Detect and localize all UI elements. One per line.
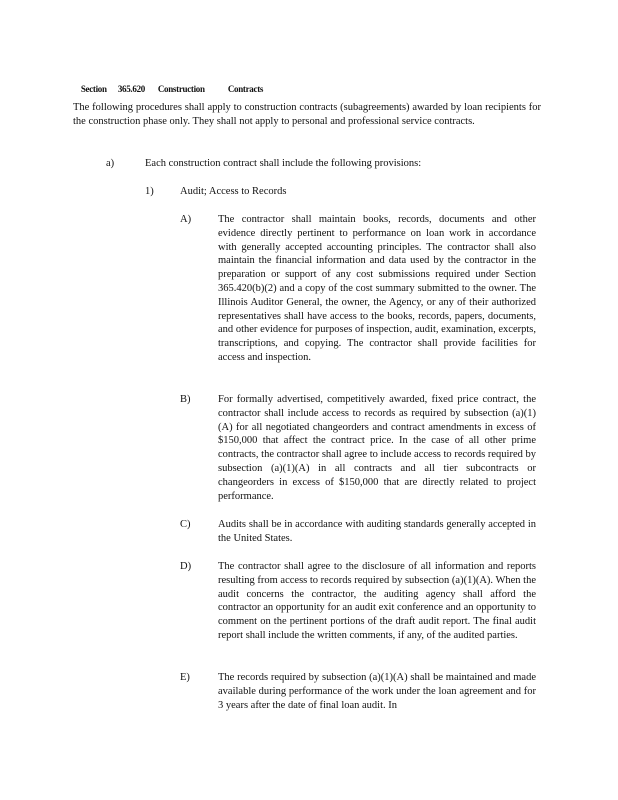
subitem-c-marker: C) bbox=[180, 519, 191, 530]
subitem-d-marker: D) bbox=[180, 561, 192, 572]
subitem-e-marker: E) bbox=[180, 672, 190, 683]
subitem-c-text: Audits shall be in accordance with auditing standards generally accepted in the United States. bbox=[218, 519, 536, 544]
item-1-text: Audit; Access to Records bbox=[180, 186, 287, 197]
item-1-marker: 1) bbox=[145, 186, 154, 197]
subitem-d-text: The contractor shall agree to the disclosure of all information and reports resulting from access to records required by subsection (a)(1)(A). When the audit concerns the contractor, the auditing agency shall afford the contractor an opportunity for an audit exit conference and an opportunity to comment on the pertinent portions of the draft audit report. The final audit report shall include the written comments, if any, of the audited parties. bbox=[218, 561, 536, 641]
intro-paragraph: The following procedures shall apply to construction contracts (subagreements) awarded by loan recipients for the construction phase only. They shall not apply to personal and professional service contracts. bbox=[73, 102, 541, 127]
section-number: 365.620 bbox=[117, 84, 145, 94]
subitem-a-marker: A) bbox=[180, 214, 192, 225]
subitem-b-marker: B) bbox=[180, 394, 191, 405]
item-a-marker: a) bbox=[106, 158, 115, 169]
section-heading bbox=[73, 74, 263, 104]
section-title-construction: Construction bbox=[157, 84, 205, 94]
section-title-contracts: Contracts bbox=[227, 84, 264, 94]
subitem-a-text: The contractor shall maintain books, records, documents and other evidence directly pertinent to performance on loan work in accordance with generally accepted accounting principles. The contractor shall also maintain the financial information and data used by the contractor in the preparation or support of any cost submissions required under Section 365.420(b)(2) and a copy of the cost summary submitted to the owner. The Illinois Auditor General, the owner, the Agency, or any of their authorized representatives shall have access to the books, records, papers, documents, and other evidence for purposes of inspection, audit, examination, excerpts, transcriptions, and copying. The contractor shall provide facilities for access and inspection. bbox=[218, 214, 536, 363]
item-a-text: Each construction contract shall include the following provisions: bbox=[145, 158, 422, 169]
section-word: Section bbox=[80, 84, 107, 94]
subitem-b-text: For formally advertised, competitively awarded, fixed price contract, the contractor shall include access to records as required by subsection (a)(1)(A) for all negotiated changeorders and contract amendments in excess of $150,000 that affect the contract price. In the case of all other prime contracts, the contractor shall agree to include access to records required by subsection (a)(1)(A) in all contracts and all tier subcontracts or changeorders in excess of $150,000 that are directly related to project performance. bbox=[218, 394, 536, 502]
subitem-e-text: The records required by subsection (a)(1)(A) shall be maintained and made available during performance of the work under the loan agreement and for 3 years after the date of final loan audit. In bbox=[218, 672, 536, 711]
